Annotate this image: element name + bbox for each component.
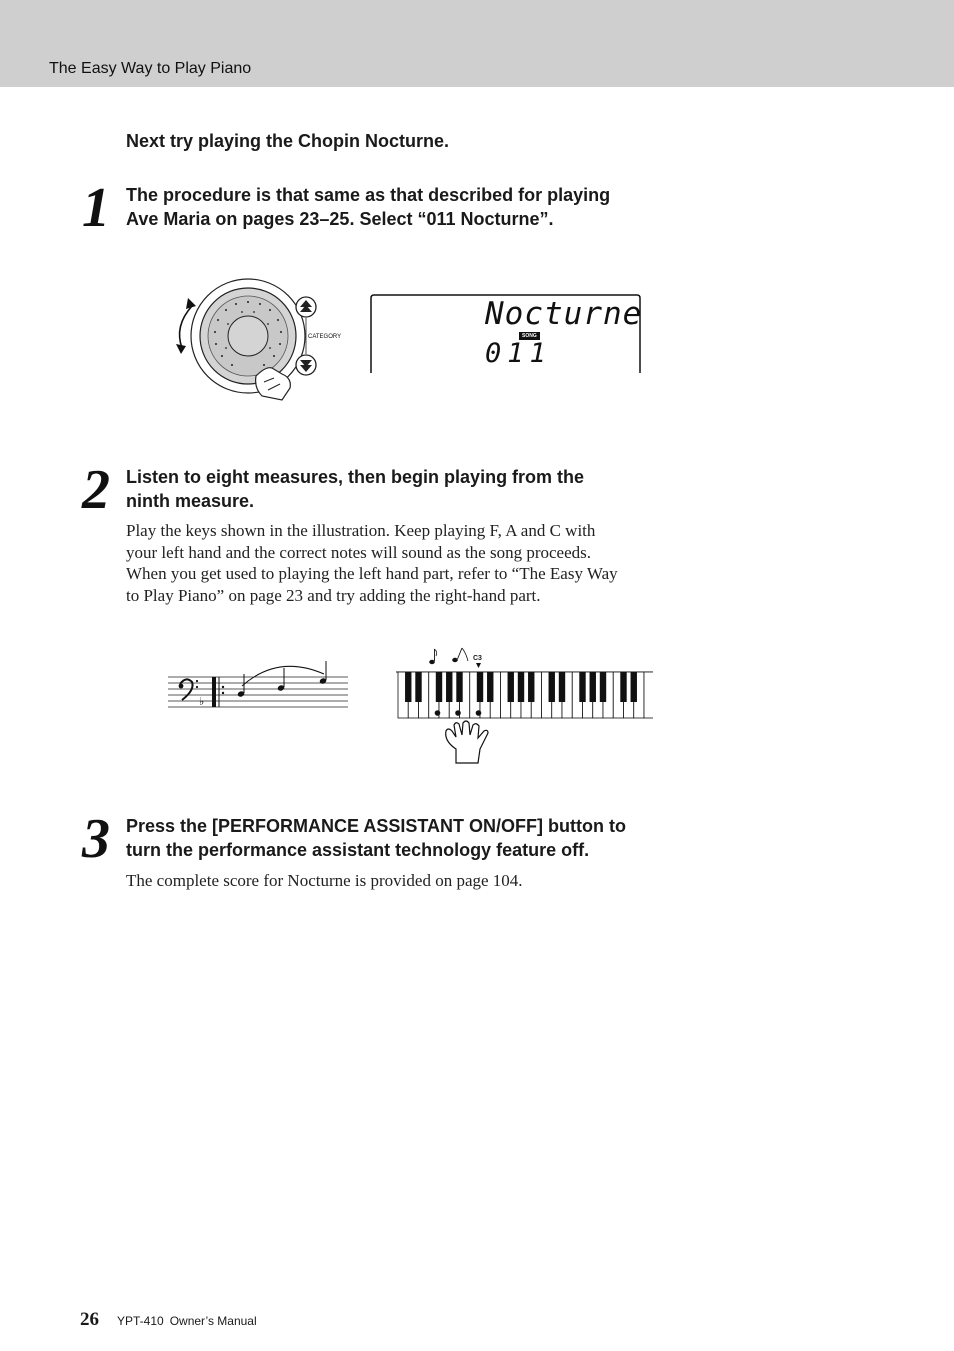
footer-model: YPT-410 (117, 1314, 164, 1328)
step-2-body (126, 520, 666, 606)
step-number-1: 1 (82, 177, 110, 239)
black-key[interactable] (518, 672, 524, 702)
step-1-heading (126, 183, 666, 231)
note-icon (452, 648, 468, 662)
page-number: 26 (80, 1309, 99, 1330)
lcd-song-number: 011 (485, 338, 552, 369)
section-title: The Easy Way to Play Piano (49, 60, 252, 77)
step-2-heading-line2: ninth measure. (126, 491, 255, 511)
black-key[interactable] (600, 672, 606, 702)
black-key[interactable] (590, 672, 596, 702)
step-2-heading-line1: Listen to eight measures, then begin playing from the (126, 467, 585, 487)
black-key[interactable] (579, 672, 585, 702)
bass-clef-icon (179, 679, 199, 700)
black-key[interactable] (549, 672, 555, 702)
category-up-button[interactable] (296, 297, 316, 317)
lcd-song-badge: SONG (519, 332, 540, 340)
step-number-3: 3 (82, 808, 110, 870)
black-key[interactable] (436, 672, 442, 702)
lcd-song-name: Nocturne (485, 296, 643, 332)
step-3-heading (126, 814, 666, 862)
black-key[interactable] (446, 672, 452, 702)
white-key[interactable] (644, 672, 653, 718)
step-3-body: The complete score for Nocturne is provided on page 104. (126, 871, 523, 890)
black-key[interactable] (477, 672, 483, 702)
black-key[interactable] (456, 672, 462, 702)
flat-sign-icon: ♭ (199, 695, 205, 708)
black-key[interactable] (508, 672, 514, 702)
black-key[interactable] (487, 672, 493, 702)
step-2-body-line: to Play Piano” on page 23 and try adding the right-hand part. (126, 585, 541, 605)
footer-manual-title (117, 1314, 257, 1328)
black-key[interactable] (559, 672, 565, 702)
step-1-heading-line2: Ave Maria on pages 23–25. Select “011 Nocturne”. (126, 209, 554, 229)
lcd-display (370, 294, 641, 374)
note-icon (429, 649, 437, 664)
step-2-heading (126, 465, 666, 513)
intro-heading: Next try playing the Chopin Nocturne. (126, 131, 450, 151)
category-dial-figure (170, 272, 360, 402)
keyboard-figure (396, 645, 653, 770)
left-hand-icon (446, 721, 488, 763)
black-key[interactable] (415, 672, 421, 702)
step-3-heading-line1: Press the [PERFORMANCE ASSISTANT ON/OFF] button to (126, 816, 626, 836)
black-key[interactable] (620, 672, 626, 702)
c3-label: C3 (473, 655, 482, 662)
footer-manual: Owner’s Manual (169, 1314, 257, 1328)
step-2-body-line: When you get used to playing the left hand part, refer to “The Easy Way (126, 564, 618, 583)
black-key[interactable] (631, 672, 637, 702)
black-key[interactable] (528, 672, 534, 702)
black-key[interactable] (405, 672, 411, 702)
note-icon (237, 674, 245, 698)
category-down-button[interactable] (296, 355, 316, 375)
pressed-key-dot (435, 710, 441, 716)
bass-staff-figure (168, 660, 350, 716)
dial-icon[interactable] (191, 279, 305, 393)
category-label: CATEGORY (308, 334, 342, 340)
step-1-heading-line1: The procedure is that same as that described for playing (126, 185, 611, 205)
black-keys[interactable] (405, 672, 637, 702)
pressed-key-dot (455, 710, 461, 716)
repeat-sign-icon (212, 677, 224, 707)
step-3-heading-line2: turn the performance assistant technology feature off. (126, 840, 590, 860)
c3-marker-icon (476, 663, 481, 668)
pressed-key-dot (476, 710, 482, 716)
note-icon (277, 668, 285, 692)
step-number-2: 2 (82, 459, 110, 521)
step-2-body-line: your left hand and the correct notes will sound as the song proceeds. (126, 542, 592, 562)
step-2-body-line: Play the keys shown in the illustration. Keep playing F, A and C with (126, 521, 596, 540)
